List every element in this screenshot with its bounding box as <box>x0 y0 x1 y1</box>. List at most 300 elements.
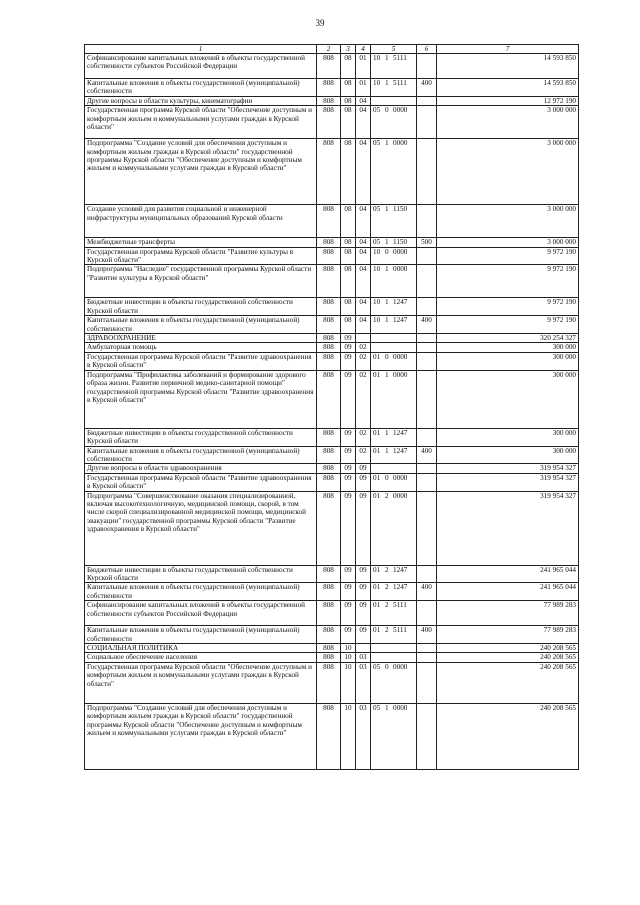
program-code: 01 <box>373 583 381 592</box>
target-article-code <box>371 565 417 583</box>
program-code: 10 <box>373 298 381 307</box>
section-code: 09 <box>341 491 356 565</box>
ministry-code: 808 <box>317 626 341 644</box>
target-article-code <box>371 352 417 370</box>
subsection-code: 03 <box>356 653 371 662</box>
amount-cell: 319 954 327 <box>437 473 579 491</box>
subsection-code: 09 <box>356 464 371 473</box>
table-row <box>85 352 579 370</box>
subsection-code: 04 <box>356 96 371 105</box>
header-col-5: 5 <box>371 45 417 54</box>
expense-type-code <box>417 343 437 352</box>
section-code: 09 <box>341 626 356 644</box>
subsection-code: 09 <box>356 473 371 491</box>
subprogram-code: 1 <box>385 139 389 148</box>
section-code: 08 <box>341 205 356 238</box>
target-article-code <box>371 491 417 565</box>
subsection-code: 02 <box>356 428 371 446</box>
row-name: Амбулаторная помощь <box>85 343 317 352</box>
subsection-code: 03 <box>356 703 371 769</box>
section-code: 10 <box>341 662 356 703</box>
direction-code: 1247 <box>393 583 408 592</box>
subsection-code: 09 <box>356 626 371 644</box>
program-code: 10 <box>373 54 381 62</box>
ministry-code: 808 <box>317 96 341 105</box>
amount-cell: 319 954 327 <box>437 464 579 473</box>
target-article-code <box>371 601 417 626</box>
amount-cell: 320 254 327 <box>437 334 579 343</box>
subprogram-code: 1 <box>385 265 389 274</box>
table-row <box>85 446 579 464</box>
expense-type-code: 400 <box>417 626 437 644</box>
program-code: 01 <box>373 352 381 361</box>
table-row <box>85 370 579 428</box>
target-article-code <box>371 370 417 428</box>
table-row <box>85 653 579 662</box>
subprogram-code: 0 <box>385 473 389 482</box>
row-name: Капитальные вложения в объекты государственной (муниципальной) собственности <box>85 626 317 644</box>
table-row <box>85 106 579 139</box>
subprogram-code: 2 <box>385 626 389 635</box>
row-name: Социальное обеспечение населения <box>85 653 317 662</box>
ministry-code: 808 <box>317 54 341 79</box>
amount-cell: 9 972 190 <box>437 265 579 298</box>
target-article-code <box>371 139 417 205</box>
section-code: 09 <box>341 565 356 583</box>
target-article-code <box>371 662 417 703</box>
table-row <box>85 298 579 316</box>
table-row <box>85 54 579 79</box>
section-code: 09 <box>341 583 356 601</box>
ministry-code: 808 <box>317 370 341 428</box>
subprogram-code: 1 <box>385 703 389 712</box>
subprogram-code: 0 <box>385 106 389 115</box>
expense-type-code <box>417 139 437 205</box>
subprogram-code: 1 <box>385 54 389 62</box>
target-article-code <box>371 583 417 601</box>
ministry-code: 808 <box>317 265 341 298</box>
section-code: 09 <box>341 601 356 626</box>
ministry-code: 808 <box>317 352 341 370</box>
ministry-code: 808 <box>317 238 341 247</box>
header-col-3: 3 <box>341 45 356 54</box>
subsection-code: 02 <box>356 352 371 370</box>
direction-code: 0000 <box>393 491 408 500</box>
program-code: 01 <box>373 626 381 635</box>
table-row <box>85 662 579 703</box>
target-article-code <box>371 473 417 491</box>
direction-code: 5111 <box>393 626 407 635</box>
expense-type-code <box>417 662 437 703</box>
ministry-code: 808 <box>317 446 341 464</box>
expense-type-code <box>417 491 437 565</box>
direction-code: 0000 <box>393 265 408 274</box>
row-name: Государственная программа Курской области "Развитие здравоохранения в Курской области" <box>85 352 317 370</box>
section-code: 08 <box>341 247 356 265</box>
row-name: Государственная программа Курской области "Обеспечение доступным и комфортным жильем и коммунальными услугами граждан в Курской области" <box>85 106 317 139</box>
ministry-code: 808 <box>317 247 341 265</box>
direction-code: 0000 <box>393 352 408 361</box>
program-code: 05 <box>373 703 381 712</box>
expense-type-code <box>417 205 437 238</box>
subsection-code: 04 <box>356 238 371 247</box>
ministry-code: 808 <box>317 473 341 491</box>
program-code: 05 <box>373 662 381 671</box>
section-code: 08 <box>341 54 356 79</box>
expense-type-code <box>417 473 437 491</box>
program-code: 01 <box>373 491 381 500</box>
direction-code: 1247 <box>393 565 408 574</box>
subprogram-code: 0 <box>385 352 389 361</box>
table-row <box>85 96 579 105</box>
direction-code: 0000 <box>393 473 408 482</box>
row-name: Капитальные вложения в объекты государственной (муниципальной) собственности <box>85 79 317 97</box>
row-name: Другие вопросы в области здравоохранения <box>85 464 317 473</box>
amount-cell: 300 000 <box>437 428 579 446</box>
subsection-code: 04 <box>356 205 371 238</box>
subprogram-code: 1 <box>385 316 389 325</box>
subprogram-code: 1 <box>385 79 389 87</box>
section-code: 08 <box>341 79 356 97</box>
row-name: Подпрограмма "Профилактика заболеваний и формирование здорового образа жизни. Развитие первичной медико-санитарной помощи" государственной программы Курской области "Развитие здравоохранения в Курской области" <box>85 370 317 428</box>
expense-type-code <box>417 653 437 662</box>
expense-type-code: 400 <box>417 79 437 97</box>
subprogram-code: 2 <box>385 601 389 610</box>
table-row <box>85 473 579 491</box>
section-code: 08 <box>341 139 356 205</box>
program-code: 05 <box>373 139 381 148</box>
row-name: Капитальные вложения в объекты государственной (муниципальной) собственности <box>85 316 317 334</box>
expense-type-code <box>417 247 437 265</box>
target-article-code <box>371 79 417 97</box>
subsection-code: 09 <box>356 491 371 565</box>
ministry-code: 808 <box>317 343 341 352</box>
amount-cell: 3 000 000 <box>437 106 579 139</box>
section-code: 08 <box>341 316 356 334</box>
ministry-code: 808 <box>317 583 341 601</box>
amount-cell: 319 954 327 <box>437 491 579 565</box>
table-row <box>85 247 579 265</box>
ministry-code: 808 <box>317 139 341 205</box>
ministry-code: 808 <box>317 428 341 446</box>
subprogram-code: 1 <box>385 205 389 214</box>
program-code: 01 <box>373 370 381 379</box>
row-name: Другие вопросы в области культуры, кинематографии <box>85 96 317 105</box>
program-code: 01 <box>373 565 381 574</box>
direction-code: 0000 <box>393 139 408 148</box>
subprogram-code: 1 <box>385 238 389 247</box>
subprogram-code: 2 <box>385 583 389 592</box>
amount-cell: 241 965 044 <box>437 583 579 601</box>
target-article-code <box>371 334 417 343</box>
program-code: 01 <box>373 601 381 610</box>
table-row <box>85 565 579 583</box>
header-col-1: 1 <box>85 45 317 54</box>
subsection-code: 02 <box>356 343 371 352</box>
amount-cell: 3 000 000 <box>437 139 579 205</box>
expense-type-code <box>417 265 437 298</box>
section-code: 08 <box>341 96 356 105</box>
table-row <box>85 626 579 644</box>
subsection-code: 01 <box>356 54 371 79</box>
section-code: 08 <box>341 106 356 139</box>
expense-type-code <box>417 106 437 139</box>
row-name: Капитальные вложения в объекты государственной (муниципальной) собственности <box>85 583 317 601</box>
program-code: 01 <box>373 446 381 455</box>
program-code: 01 <box>373 428 381 437</box>
table-row <box>85 238 579 247</box>
expense-type-code: 400 <box>417 316 437 334</box>
row-name: Межбюджетные трансферты <box>85 238 317 247</box>
subsection-code <box>356 643 371 652</box>
row-name: Создание условий для развития социальной и инженерной инфраструктуры муниципальных образований Курской области <box>85 205 317 238</box>
amount-cell: 240 208 565 <box>437 653 579 662</box>
subprogram-code: 1 <box>385 428 389 437</box>
subprogram-code: 1 <box>385 370 389 379</box>
expense-type-code <box>417 54 437 79</box>
expense-type-code <box>417 352 437 370</box>
ministry-code: 808 <box>317 464 341 473</box>
target-article-code <box>371 298 417 316</box>
subprogram-code: 0 <box>385 662 389 671</box>
target-article-code <box>371 643 417 652</box>
direction-code: 1247 <box>393 316 408 325</box>
ministry-code: 808 <box>317 205 341 238</box>
direction-code: 1247 <box>393 446 408 455</box>
program-code: 10 <box>373 316 381 325</box>
target-article-code <box>371 205 417 238</box>
subprogram-code: 2 <box>385 565 389 574</box>
ministry-code: 808 <box>317 79 341 97</box>
ministry-code: 808 <box>317 703 341 769</box>
target-article-code <box>371 703 417 769</box>
subprogram-code: 1 <box>385 446 389 455</box>
direction-code: 1150 <box>393 205 408 214</box>
ministry-code: 808 <box>317 298 341 316</box>
amount-cell: 9 972 190 <box>437 316 579 334</box>
target-article-code <box>371 653 417 662</box>
expense-type-code <box>417 96 437 105</box>
section-code: 08 <box>341 265 356 298</box>
amount-cell: 77 989 283 <box>437 601 579 626</box>
expense-type-code <box>417 370 437 428</box>
ministry-code: 808 <box>317 316 341 334</box>
subsection-code: 09 <box>356 583 371 601</box>
program-code: 05 <box>373 238 381 247</box>
target-article-code <box>371 238 417 247</box>
ministry-code: 808 <box>317 643 341 652</box>
section-code: 09 <box>341 428 356 446</box>
direction-code: 0000 <box>393 703 408 712</box>
target-article-code <box>371 626 417 644</box>
table-row <box>85 205 579 238</box>
direction-code: 5111 <box>393 601 407 610</box>
subsection-code: 04 <box>356 265 371 298</box>
subsection-code: 02 <box>356 446 371 464</box>
table-row <box>85 265 579 298</box>
header-col-7: 7 <box>437 45 579 54</box>
expense-type-code <box>417 601 437 626</box>
ministry-code: 808 <box>317 653 341 662</box>
subsection-code: 09 <box>356 601 371 626</box>
amount-cell: 241 965 044 <box>437 565 579 583</box>
table-row <box>85 601 579 626</box>
program-code: 10 <box>373 79 381 87</box>
amount-cell: 300 000 <box>437 370 579 428</box>
amount-cell: 14 593 850 <box>437 79 579 97</box>
section-code: 10 <box>341 703 356 769</box>
amount-cell: 240 208 565 <box>437 643 579 652</box>
direction-code: 1150 <box>393 238 408 247</box>
amount-cell: 300 000 <box>437 446 579 464</box>
section-code: 10 <box>341 653 356 662</box>
subprogram-code: 0 <box>385 247 389 256</box>
direction-code: 0000 <box>393 247 408 256</box>
expense-type-code <box>417 464 437 473</box>
table-row <box>85 703 579 769</box>
target-article-code <box>371 54 417 79</box>
direction-code: 1247 <box>393 298 408 307</box>
subsection-code: 04 <box>356 106 371 139</box>
row-name: Подпрограмма "Создание условий для обеспечения доступным и комфортным жильем граждан в Курской области" государственной программы Курской области "Обеспечение доступным и комфортным жильем и коммунальными услугами граждан в Курской области" <box>85 139 317 205</box>
amount-cell: 77 989 283 <box>437 626 579 644</box>
program-code: 01 <box>373 473 381 482</box>
table-row <box>85 428 579 446</box>
subsection-code: 02 <box>356 370 371 428</box>
expense-type-code <box>417 334 437 343</box>
expense-type-code: 400 <box>417 446 437 464</box>
ministry-code: 808 <box>317 106 341 139</box>
section-code: 08 <box>341 238 356 247</box>
expense-type-code <box>417 703 437 769</box>
amount-cell: 14 593 850 <box>437 54 579 79</box>
direction-code: 1247 <box>393 428 408 437</box>
row-name: Государственная программа Курской области "Обеспечение доступным и комфортным жильем и коммунальными услугами граждан в Курской области" <box>85 662 317 703</box>
subsection-code: 04 <box>356 316 371 334</box>
target-article-code <box>371 428 417 446</box>
row-name: Государственная программа Курской области "Развитие здравоохранения в Курской области" <box>85 473 317 491</box>
section-code: 09 <box>341 370 356 428</box>
amount-cell: 300 000 <box>437 352 579 370</box>
target-article-code <box>371 96 417 105</box>
program-code: 10 <box>373 247 381 256</box>
row-name: Софинансирование капитальных вложений в объекты государственной собственности субъектов Российской Федерации <box>85 601 317 626</box>
amount-cell: 9 972 190 <box>437 247 579 265</box>
program-code: 10 <box>373 265 381 274</box>
row-name: Подпрограмма "Наследие" государственной программы Курской области "Развитие культуры в Курской области" <box>85 265 317 298</box>
subprogram-code: 2 <box>385 491 389 500</box>
section-code: 08 <box>341 298 356 316</box>
expense-type-code: 400 <box>417 583 437 601</box>
subsection-code: 01 <box>356 79 371 97</box>
direction-code: 0000 <box>393 662 408 671</box>
section-code: 09 <box>341 473 356 491</box>
subsection-code <box>356 334 371 343</box>
row-name: Бюджетные инвестиции в объекты государственной собственности Курской области <box>85 565 317 583</box>
header-col-2: 2 <box>317 45 341 54</box>
row-name: Подпрограмма "Создание условий для обеспечения доступным и комфортным жильем граждан в Курской области" государственной программы Курской области "Обеспечение доступным и комфортным жильем и коммунальными услугами граждан в Курской области" <box>85 703 317 769</box>
row-name: ЗДРАВООХРАНЕНИЕ <box>85 334 317 343</box>
subsection-code: 04 <box>356 247 371 265</box>
target-article-code <box>371 106 417 139</box>
amount-cell: 9 972 190 <box>437 298 579 316</box>
row-name: СОЦИАЛЬНАЯ ПОЛИТИКА <box>85 643 317 652</box>
subsection-code: 04 <box>356 298 371 316</box>
subsection-code: 09 <box>356 565 371 583</box>
direction-code: 5111 <box>393 54 407 62</box>
page-number: 39 <box>315 18 325 28</box>
section-code: 10 <box>341 643 356 652</box>
budget-table <box>84 44 579 770</box>
expense-type-code <box>417 643 437 652</box>
target-article-code <box>371 343 417 352</box>
target-article-code <box>371 446 417 464</box>
target-article-code <box>371 247 417 265</box>
amount-cell: 240 208 565 <box>437 703 579 769</box>
expense-type-code <box>417 298 437 316</box>
section-code: 09 <box>341 334 356 343</box>
ministry-code: 808 <box>317 334 341 343</box>
target-article-code <box>371 464 417 473</box>
subprogram-code: 1 <box>385 298 389 307</box>
expense-type-code: 500 <box>417 238 437 247</box>
table-row <box>85 139 579 205</box>
direction-code: 0000 <box>393 106 408 115</box>
amount-cell: 240 208 565 <box>437 662 579 703</box>
expense-type-code <box>417 565 437 583</box>
subsection-code: 03 <box>356 662 371 703</box>
table-row <box>85 316 579 334</box>
section-code: 09 <box>341 343 356 352</box>
table-row <box>85 643 579 652</box>
row-name: Бюджетные инвестиции в объекты государственной собственности Курской области <box>85 298 317 316</box>
table-row <box>85 491 579 565</box>
table-row <box>85 334 579 343</box>
section-code: 09 <box>341 464 356 473</box>
target-article-code <box>371 265 417 298</box>
header-col-6: 6 <box>417 45 437 54</box>
row-name: Бюджетные инвестиции в объекты государственной собственности Курской области <box>85 428 317 446</box>
ministry-code: 808 <box>317 662 341 703</box>
table-row <box>85 583 579 601</box>
table-row <box>85 343 579 352</box>
ministry-code: 808 <box>317 491 341 565</box>
subsection-code: 04 <box>356 139 371 205</box>
table-row <box>85 464 579 473</box>
row-name: Капитальные вложения в объекты государственной (муниципальной) собственности <box>85 446 317 464</box>
amount-cell: 3 000 000 <box>437 238 579 247</box>
program-code: 05 <box>373 205 381 214</box>
section-code: 09 <box>341 352 356 370</box>
target-article-code <box>371 316 417 334</box>
row-name: Софинансирование капитальных вложений в объекты государственной собственности субъектов Российской Федерации <box>85 54 317 79</box>
direction-code: 0000 <box>393 370 408 379</box>
amount-cell: 300 000 <box>437 343 579 352</box>
header-row <box>85 45 579 54</box>
amount-cell: 3 000 000 <box>437 205 579 238</box>
ministry-code: 808 <box>317 601 341 626</box>
row-name: Подпрограмма "Совершенствование оказания специализированной, включая высокотехнологичную, медицинской помощи, скорой, в том числе скорой специализированной медицинской помощи, медицинской эвакуации" государственной программы Курской области "Развитие здравоохранения в Курской области" <box>85 491 317 565</box>
program-code: 05 <box>373 106 381 115</box>
expense-type-code <box>417 428 437 446</box>
ministry-code: 808 <box>317 565 341 583</box>
header-col-4: 4 <box>356 45 371 54</box>
row-name: Государственная программа Курской области "Развитие культуры в Курской области" <box>85 247 317 265</box>
amount-cell: 12 972 190 <box>437 96 579 105</box>
table-row <box>85 79 579 97</box>
section-code: 09 <box>341 446 356 464</box>
direction-code: 5111 <box>393 79 407 87</box>
